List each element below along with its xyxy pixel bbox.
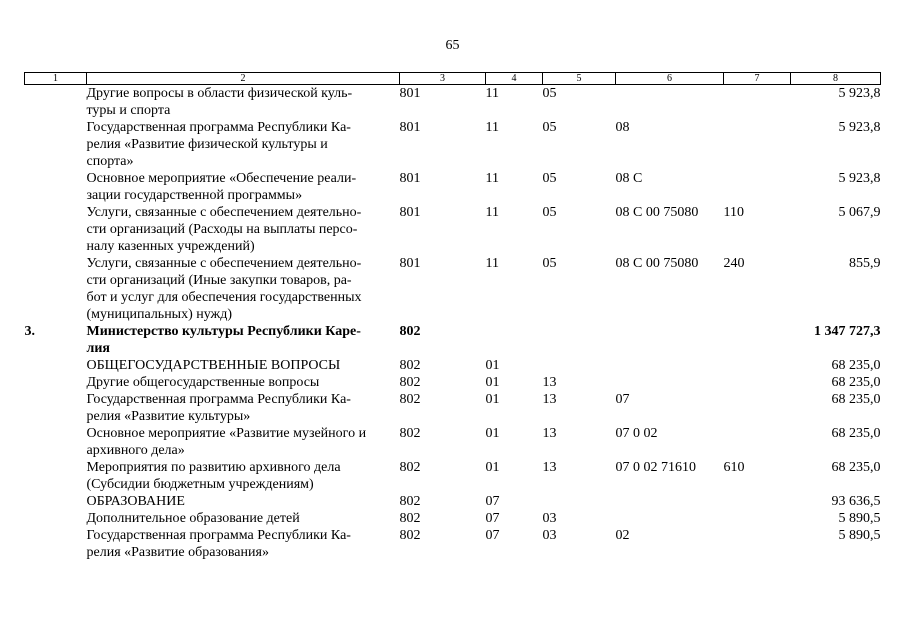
row-expense-type — [724, 170, 791, 204]
header-col-2: 2 — [87, 73, 400, 85]
row-expense-type — [724, 527, 791, 561]
row-ministry-code: 802 — [399, 358, 421, 373]
row-target-item: 08 С 00 75080 — [615, 256, 699, 271]
header-col-8: 8 — [791, 73, 881, 85]
row-expense-type — [724, 425, 791, 459]
row-amount: 93 636,5 — [831, 494, 881, 509]
row-number — [25, 85, 87, 120]
header-col-5: 5 — [543, 73, 616, 85]
row-number — [25, 357, 87, 374]
row-name: Государственная программа Республики Ка- релия «Развитие образования» — [86, 528, 351, 560]
row-expense-type — [724, 119, 791, 170]
row-amount: 5 923,8 — [838, 120, 881, 135]
row-subsection: 05 — [542, 86, 557, 101]
table-row — [25, 255, 881, 323]
row-ministry-code: 801 — [399, 120, 421, 135]
row-number — [25, 459, 87, 493]
row-target-item: 08 С 00 75080 — [615, 205, 699, 220]
row-ministry-code: 801 — [399, 256, 421, 271]
row-number: 3. — [24, 324, 35, 339]
row-number — [25, 510, 87, 527]
row-number — [25, 255, 87, 323]
table-row — [25, 170, 881, 204]
row-subsection — [543, 323, 616, 357]
row-ministry-code: 802 — [399, 426, 421, 441]
row-name: Дополнительное образование детей — [86, 511, 300, 526]
row-ministry-code: 802 — [399, 375, 421, 390]
row-amount: 68 235,0 — [831, 426, 881, 441]
table-row — [25, 493, 881, 510]
row-target-item — [616, 374, 724, 391]
row-subsection: 13 — [542, 392, 557, 407]
row-target-item — [616, 510, 724, 527]
row-amount: 68 235,0 — [831, 392, 881, 407]
row-expense-type — [724, 323, 791, 357]
table-row — [25, 510, 881, 527]
row-subsection: 05 — [542, 171, 557, 186]
row-ministry-code: 802 — [399, 324, 421, 339]
row-target-item: 07 — [615, 392, 630, 407]
header-col-6: 6 — [616, 73, 724, 85]
row-name: Услуги, связанные с обеспечением деятельно- сти организаций (Иные закупки товаров, ра- бот и услуг для обеспечения государственных (муниципальных) нужд) — [86, 256, 362, 322]
table-row — [25, 459, 881, 493]
table-row — [25, 357, 881, 374]
row-name: Министерство культуры Республики Каре- лия — [86, 324, 361, 356]
row-ministry-code: 802 — [399, 392, 421, 407]
row-ministry-code: 802 — [399, 511, 421, 526]
row-target-item: 08 С — [615, 171, 643, 186]
row-name: Мероприятия по развитию архивного дела (Субсидии бюджетным учреждениям) — [86, 460, 341, 492]
row-target-item — [616, 323, 724, 357]
row-subsection: 05 — [542, 120, 557, 135]
row-amount: 68 235,0 — [831, 358, 881, 373]
row-ministry-code: 802 — [399, 528, 421, 543]
row-target-item: 02 — [615, 528, 630, 543]
row-expense-type — [724, 374, 791, 391]
row-target-item — [616, 357, 724, 374]
row-section: 11 — [485, 171, 499, 186]
budget-table — [24, 72, 881, 561]
row-amount: 1 347 727,3 — [814, 324, 881, 339]
row-target-item — [616, 493, 724, 510]
row-ministry-code: 801 — [399, 171, 421, 186]
row-ministry-code: 802 — [399, 460, 421, 475]
row-section: 01 — [485, 392, 500, 407]
header-col-7: 7 — [724, 73, 791, 85]
row-expense-type — [724, 391, 791, 425]
row-number — [25, 527, 87, 561]
row-name: Услуги, связанные с обеспечением деятельно- сти организаций (Расходы на выплаты персо- налу казенных учреждений) — [86, 205, 362, 254]
table-row — [25, 527, 881, 561]
row-number — [25, 425, 87, 459]
row-expense-type — [724, 510, 791, 527]
row-expense-type — [724, 357, 791, 374]
row-name: ОБЩЕГОСУДАРСТВЕННЫЕ ВОПРОСЫ — [86, 358, 341, 373]
row-section: 11 — [485, 86, 499, 101]
row-target-item — [616, 85, 724, 120]
row-number — [25, 119, 87, 170]
row-expense-type: 110 — [723, 205, 744, 220]
row-amount: 5 923,8 — [838, 171, 881, 186]
page-number: 65 — [445, 38, 460, 53]
row-expense-type — [724, 85, 791, 120]
row-subsection: 03 — [542, 511, 557, 526]
table-row — [25, 374, 881, 391]
row-name: Государственная программа Республики Ка- релия «Развитие физической культуры и спорта» — [86, 120, 351, 169]
table-row — [25, 391, 881, 425]
row-amount: 5 923,8 — [838, 86, 881, 101]
row-section: 07 — [485, 528, 500, 543]
row-section: 01 — [485, 460, 500, 475]
table-row — [25, 425, 881, 459]
table-row — [25, 323, 881, 357]
row-subsection: 13 — [542, 460, 557, 475]
row-number — [25, 170, 87, 204]
row-section: 01 — [485, 426, 500, 441]
row-section: 07 — [485, 511, 500, 526]
row-name: Другие общегосударственные вопросы — [86, 375, 320, 390]
row-section: 01 — [485, 375, 500, 390]
row-target-item: 07 0 02 — [615, 426, 658, 441]
row-number — [25, 493, 87, 510]
row-expense-type: 610 — [723, 460, 745, 475]
row-section — [486, 323, 543, 357]
row-amount: 855,9 — [849, 256, 881, 271]
row-subsection — [543, 493, 616, 510]
row-number — [25, 374, 87, 391]
row-ministry-code: 802 — [399, 494, 421, 509]
row-subsection: 13 — [542, 426, 557, 441]
row-name: Основное мероприятие «Развитие музейного и архивного дела» — [86, 426, 367, 458]
row-amount: 5 890,5 — [838, 511, 881, 526]
row-expense-type: 240 — [723, 256, 745, 271]
row-name: Другие вопросы в области физической куль- туры и спорта — [86, 86, 353, 118]
row-subsection: 13 — [542, 375, 557, 390]
row-number — [25, 204, 87, 255]
row-amount: 68 235,0 — [831, 460, 881, 475]
table-row — [25, 119, 881, 170]
row-ministry-code: 801 — [399, 86, 421, 101]
row-number — [25, 391, 87, 425]
row-section: 11 — [485, 120, 499, 135]
table-row — [25, 204, 881, 255]
row-section: 11 — [485, 256, 499, 271]
table-row — [25, 85, 881, 120]
row-target-item: 08 — [615, 120, 630, 135]
row-subsection: 03 — [542, 528, 557, 543]
row-amount: 5 890,5 — [838, 528, 881, 543]
row-name: ОБРАЗОВАНИЕ — [86, 494, 185, 509]
header-col-1: 1 — [25, 73, 87, 85]
row-subsection: 05 — [542, 256, 557, 271]
row-section: 11 — [485, 205, 499, 220]
row-name: Государственная программа Республики Ка- релия «Развитие культуры» — [86, 392, 351, 424]
row-section: 07 — [485, 494, 500, 509]
row-target-item: 07 0 02 71610 — [615, 460, 696, 475]
row-ministry-code: 801 — [399, 205, 421, 220]
row-amount: 68 235,0 — [831, 375, 881, 390]
row-subsection — [543, 357, 616, 374]
header-col-3: 3 — [400, 73, 486, 85]
header-col-4: 4 — [486, 73, 543, 85]
row-name: Основное мероприятие «Обеспечение реали- зации государственной программы» — [86, 171, 357, 203]
row-subsection: 05 — [542, 205, 557, 220]
row-section: 01 — [485, 358, 500, 373]
row-expense-type — [724, 493, 791, 510]
header-row — [25, 73, 881, 85]
row-amount: 5 067,9 — [838, 205, 881, 220]
